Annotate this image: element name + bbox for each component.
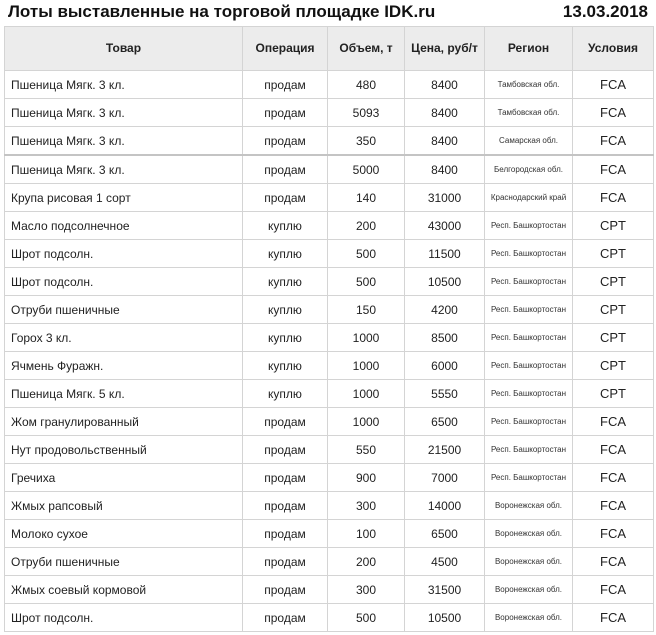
cell-terms: CPT — [573, 380, 654, 408]
cell-volume: 500 — [328, 604, 405, 632]
cell-terms: FCA — [573, 520, 654, 548]
table-row — [5, 296, 654, 324]
page-title: Лоты выставленные на торговой площадке IDK.ru — [8, 2, 436, 21]
cell-region: Респ. Башкортостан — [485, 296, 573, 324]
cell-operation: продам — [243, 576, 328, 604]
cell-volume: 300 — [328, 492, 405, 520]
cell-region: Респ. Башкортостан — [485, 380, 573, 408]
cell-terms: CPT — [573, 324, 654, 352]
column-header-operation: Операция — [243, 27, 328, 71]
cell-price: 7000 — [405, 464, 485, 492]
cell-operation: продам — [243, 71, 328, 99]
cell-price: 8400 — [405, 127, 485, 156]
table-row — [5, 127, 654, 156]
cell-region: Краснодарский край — [485, 184, 573, 212]
cell-terms: CPT — [573, 240, 654, 268]
table-row — [5, 548, 654, 576]
cell-operation: куплю — [243, 352, 328, 380]
cell-region: Воронежская обл. — [485, 576, 573, 604]
cell-terms: FCA — [573, 155, 654, 184]
table-row — [5, 155, 654, 184]
cell-price: 8400 — [405, 71, 485, 99]
cell-price: 21500 — [405, 436, 485, 464]
cell-operation: продам — [243, 408, 328, 436]
cell-region: Воронежская обл. — [485, 520, 573, 548]
cell-product: Пшеница Мягк. 5 кл. — [5, 380, 243, 408]
cell-region: Самарская обл. — [485, 127, 573, 156]
cell-product: Масло подсолнечное — [5, 212, 243, 240]
cell-volume: 140 — [328, 184, 405, 212]
cell-terms: FCA — [573, 408, 654, 436]
column-header-volume: Объем, т — [328, 27, 405, 71]
cell-product: Пшеница Мягк. 3 кл. — [5, 155, 243, 184]
column-header-region: Регион — [485, 27, 573, 71]
column-header-terms: Условия — [573, 27, 654, 71]
cell-region: Белгородская обл. — [485, 155, 573, 184]
table-row — [5, 576, 654, 604]
cell-operation: куплю — [243, 240, 328, 268]
cell-region: Респ. Башкортостан — [485, 464, 573, 492]
cell-price: 5550 — [405, 380, 485, 408]
table-body — [5, 71, 654, 632]
table-row — [5, 212, 654, 240]
cell-volume: 350 — [328, 127, 405, 156]
report-date: 13.03.2018 — [562, 2, 648, 21]
cell-volume: 100 — [328, 520, 405, 548]
cell-price: 6000 — [405, 352, 485, 380]
cell-volume: 500 — [328, 240, 405, 268]
cell-product: Нут продовольственный — [5, 436, 243, 464]
cell-terms: FCA — [573, 127, 654, 156]
cell-product: Шрот подсолн. — [5, 604, 243, 632]
cell-operation: продам — [243, 492, 328, 520]
cell-terms: FCA — [573, 99, 654, 127]
cell-price: 14000 — [405, 492, 485, 520]
cell-volume: 1000 — [328, 324, 405, 352]
cell-product: Пшеница Мягк. 3 кл. — [5, 71, 243, 99]
table-row — [5, 240, 654, 268]
cell-operation: продам — [243, 127, 328, 156]
cell-terms: CPT — [573, 268, 654, 296]
table-row — [5, 408, 654, 436]
cell-operation: продам — [243, 436, 328, 464]
cell-operation: куплю — [243, 268, 328, 296]
cell-operation: продам — [243, 520, 328, 548]
cell-product: Отруби пшеничные — [5, 296, 243, 324]
cell-operation: продам — [243, 464, 328, 492]
cell-price: 8400 — [405, 155, 485, 184]
cell-operation: куплю — [243, 324, 328, 352]
column-header-price: Цена, руб/т — [405, 27, 485, 71]
cell-region: Респ. Башкортостан — [485, 324, 573, 352]
cell-region: Респ. Башкортостан — [485, 352, 573, 380]
cell-terms: FCA — [573, 436, 654, 464]
cell-price: 4200 — [405, 296, 485, 324]
cell-volume: 900 — [328, 464, 405, 492]
table-row — [5, 324, 654, 352]
table-row — [5, 352, 654, 380]
cell-product: Жмых соевый кормовой — [5, 576, 243, 604]
cell-product: Гречиха — [5, 464, 243, 492]
cell-product: Молоко сухое — [5, 520, 243, 548]
table-row — [5, 604, 654, 632]
cell-region: Респ. Башкортостан — [485, 212, 573, 240]
cell-volume: 500 — [328, 268, 405, 296]
cell-terms: FCA — [573, 184, 654, 212]
cell-product: Пшеница Мягк. 3 кл. — [5, 127, 243, 156]
table-row — [5, 99, 654, 127]
cell-terms: FCA — [573, 604, 654, 632]
table-header-row — [5, 27, 654, 71]
cell-product: Горох 3 кл. — [5, 324, 243, 352]
cell-operation: продам — [243, 184, 328, 212]
cell-operation: куплю — [243, 212, 328, 240]
cell-terms: FCA — [573, 492, 654, 520]
cell-operation: куплю — [243, 380, 328, 408]
cell-terms: FCA — [573, 71, 654, 99]
cell-product: Шрот подсолн. — [5, 240, 243, 268]
cell-product: Пшеница Мягк. 3 кл. — [5, 99, 243, 127]
cell-product: Шрот подсолн. — [5, 268, 243, 296]
cell-region: Респ. Башкортостан — [485, 436, 573, 464]
cell-price: 6500 — [405, 408, 485, 436]
table-row — [5, 464, 654, 492]
cell-volume: 480 — [328, 71, 405, 99]
cell-volume: 300 — [328, 576, 405, 604]
cell-product: Отруби пшеничные — [5, 548, 243, 576]
cell-region: Тамбовская обл. — [485, 71, 573, 99]
cell-volume: 550 — [328, 436, 405, 464]
cell-volume: 1000 — [328, 380, 405, 408]
cell-volume: 5093 — [328, 99, 405, 127]
cell-volume: 1000 — [328, 408, 405, 436]
cell-price: 11500 — [405, 240, 485, 268]
cell-region: Воронежская обл. — [485, 604, 573, 632]
cell-price: 6500 — [405, 520, 485, 548]
cell-volume: 200 — [328, 548, 405, 576]
cell-price: 4500 — [405, 548, 485, 576]
cell-terms: CPT — [573, 352, 654, 380]
cell-volume: 5000 — [328, 155, 405, 184]
cell-region: Респ. Башкортостан — [485, 408, 573, 436]
cell-operation: продам — [243, 604, 328, 632]
cell-terms: CPT — [573, 296, 654, 324]
table-row — [5, 268, 654, 296]
cell-product: Крупа рисовая 1 сорт — [5, 184, 243, 212]
cell-region: Воронежская обл. — [485, 492, 573, 520]
cell-price: 10500 — [405, 268, 485, 296]
table-row — [5, 71, 654, 99]
cell-terms: FCA — [573, 464, 654, 492]
cell-product: Жом гранулированный — [5, 408, 243, 436]
page-header — [0, 0, 656, 26]
cell-price: 31500 — [405, 576, 485, 604]
cell-region: Тамбовская обл. — [485, 99, 573, 127]
cell-volume: 150 — [328, 296, 405, 324]
table-row — [5, 436, 654, 464]
cell-price: 8500 — [405, 324, 485, 352]
cell-product: Жмых рапсовый — [5, 492, 243, 520]
lots-table — [4, 26, 654, 632]
cell-operation: продам — [243, 99, 328, 127]
cell-volume: 1000 — [328, 352, 405, 380]
cell-operation: продам — [243, 155, 328, 184]
table-row — [5, 492, 654, 520]
table-row — [5, 380, 654, 408]
table-row — [5, 184, 654, 212]
cell-price: 31000 — [405, 184, 485, 212]
cell-price: 43000 — [405, 212, 485, 240]
cell-region: Воронежская обл. — [485, 548, 573, 576]
cell-region: Респ. Башкортостан — [485, 240, 573, 268]
cell-price: 8400 — [405, 99, 485, 127]
cell-price: 10500 — [405, 604, 485, 632]
cell-product: Ячмень Фуражн. — [5, 352, 243, 380]
cell-terms: CPT — [573, 212, 654, 240]
cell-operation: продам — [243, 548, 328, 576]
cell-operation: куплю — [243, 296, 328, 324]
cell-terms: FCA — [573, 576, 654, 604]
column-header-product: Товар — [5, 27, 243, 71]
table-row — [5, 520, 654, 548]
cell-region: Респ. Башкортостан — [485, 268, 573, 296]
cell-terms: FCA — [573, 548, 654, 576]
cell-volume: 200 — [328, 212, 405, 240]
